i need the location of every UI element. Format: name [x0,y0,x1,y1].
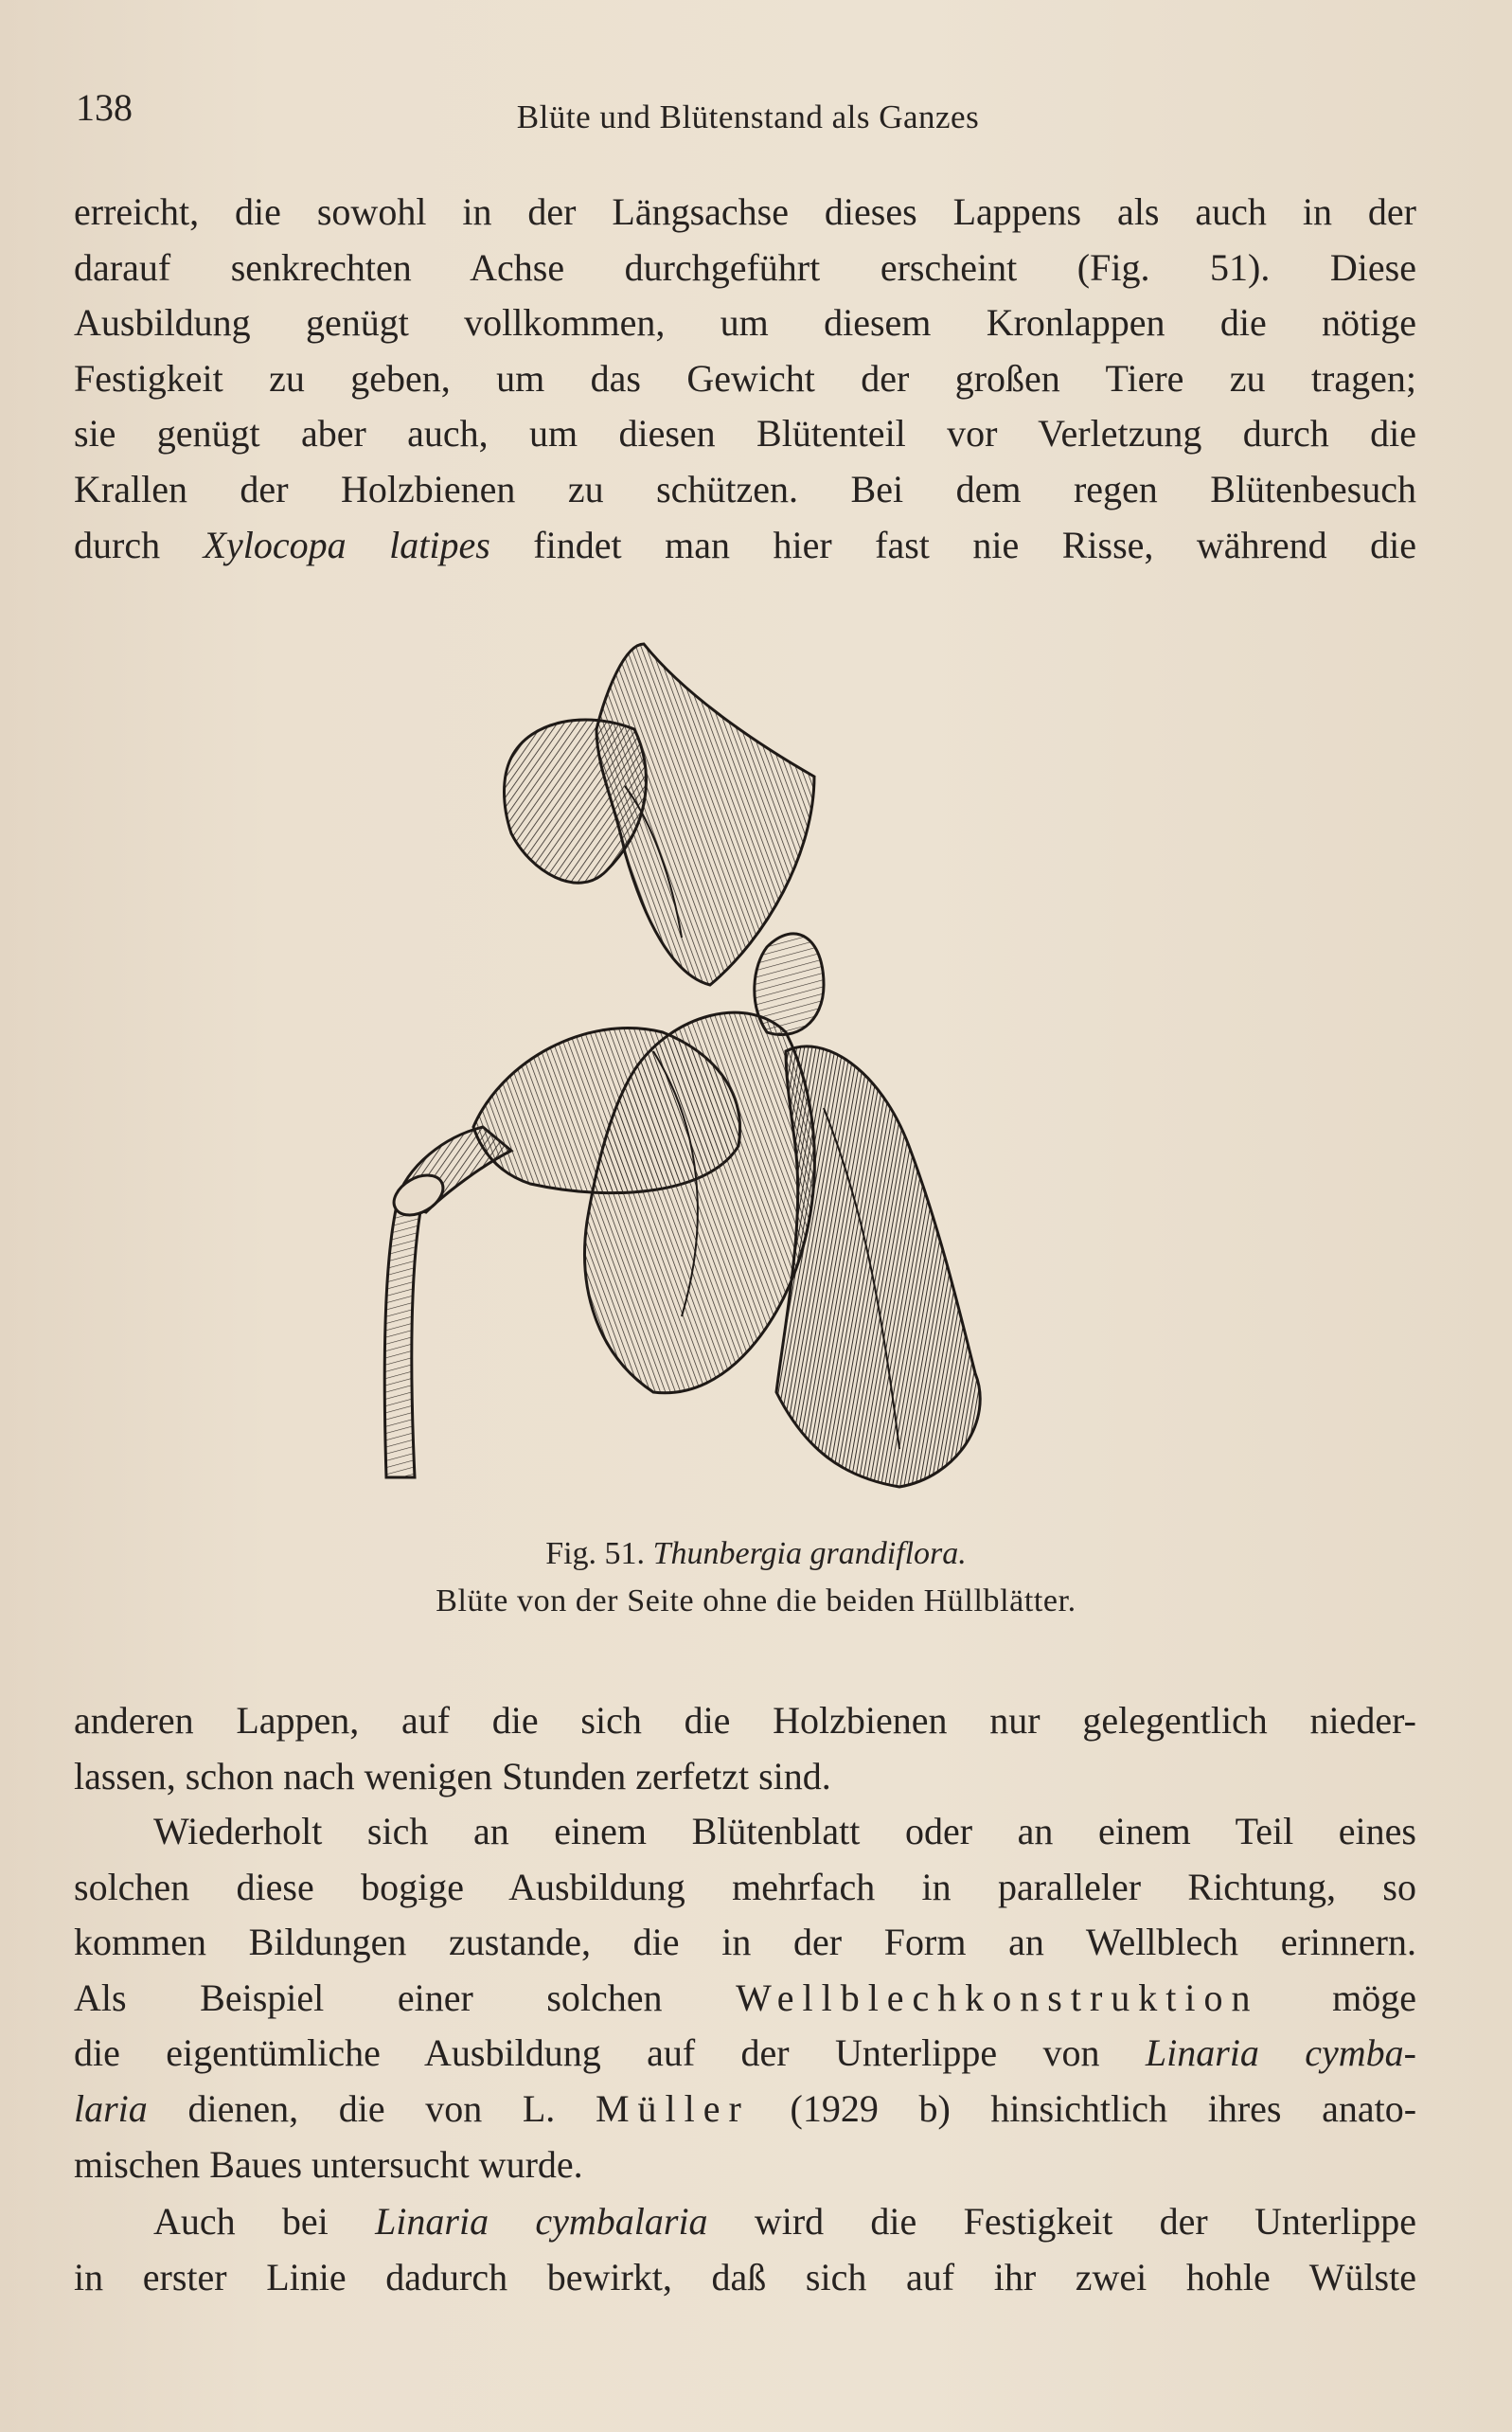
species-name: Linaria cymba- [1145,2031,1417,2075]
text-line: anderen Lappen, auf die sich die Holzbienen nur gelegentlich nieder- [74,1699,1416,1742]
text-line [74,518,1416,574]
figure-species: Thunbergia grandiflora. [652,1536,967,1571]
text-line: lassen, schon nach wenigen Stunden zerfetzt sind. [74,1754,831,1797]
paragraph-1 [74,185,1416,573]
text-fragment: dienen, die von L. [187,2086,556,2130]
figure-caption-description: Blüte von der Seite ohne die beiden Hüllblätter. [436,1583,1076,1618]
running-head: Blüte und Blütenstand als Ganzes [516,98,980,135]
text-line [74,2194,1416,2250]
author-name: Müller [595,2086,750,2130]
figure-label: Fig. 51. [545,1536,646,1571]
text-line [74,2082,1416,2137]
page-header [76,85,1420,142]
text-fragment: möge [1332,1976,1417,2019]
text-line: Ausbildung genügt vollkommen, um diesem Kronlappen die nötige [74,301,1416,345]
text-fragment: wird die Festigkeit der Unterlippe [754,2200,1417,2243]
text-line: mischen Baues untersucht wurde. [74,2142,583,2186]
text-line: in erster Linie dadurch bewirkt, daß sich auf ihr zwei hohle Wülste [74,2255,1416,2298]
top-lobe-shape [596,644,814,985]
text-line: kommen Bildungen zustande, die in der Form an Wellblech erinnern. [74,1921,1416,1964]
species-name: laria [74,2086,148,2130]
text-line: sie genügt aber auch, um diesen Blütenteil vor Verletzung durch die [74,412,1416,456]
text-line: Wiederholt sich an einem Blütenblatt oder an einem Teil eines [153,1810,1416,1852]
text-fragment: (1929 b) hinsichtlich ihres anato- [790,2086,1417,2130]
text-line [74,1971,1416,2027]
figure-caption-title [0,1532,1512,1576]
text-line: Festigkeit zu geben, um das Gewicht der großen Tiere zu tragen; [74,356,1416,400]
text-fragment: Als Beispiel einer solchen [74,1976,663,2019]
paragraph-2 [74,1693,1416,1804]
text-line [74,2026,1416,2082]
species-name: Xylocopa latipes [203,523,490,566]
text-fragment: durch [74,523,161,566]
text-line: darauf senkrechten Achse durchgeführt erscheint (Fig. 51). Diese [74,245,1416,289]
stem-shape [384,1191,424,1477]
text-fragment: Auch bei [153,2200,329,2243]
species-name: Linaria cymbalaria [375,2200,708,2243]
text-line: erreicht, die sowohl in der Längsachse dieses Lappens als auch in der [74,190,1416,233]
spaced-term: Wellblechkonstruktion [736,1976,1259,2019]
flower-illustration [369,635,1183,1515]
text-fragment: die eigentümliche Ausbildung auf der Unterlippe von [74,2031,1100,2075]
text-line: solchen diese bogige Ausbildung mehrfach in paralleler Richtung, so [74,1865,1416,1908]
text-line: Krallen der Holzbienen zu schützen. Bei dem regen Blütenbesuch [74,467,1416,510]
text-fragment: findet man hier fast nie Risse, während die [533,523,1417,566]
hanging-lobe-shape [776,1046,980,1487]
paragraph-4 [74,2194,1416,2305]
paragraph-3 [74,1804,1416,2192]
page-number: 138 [76,86,133,129]
